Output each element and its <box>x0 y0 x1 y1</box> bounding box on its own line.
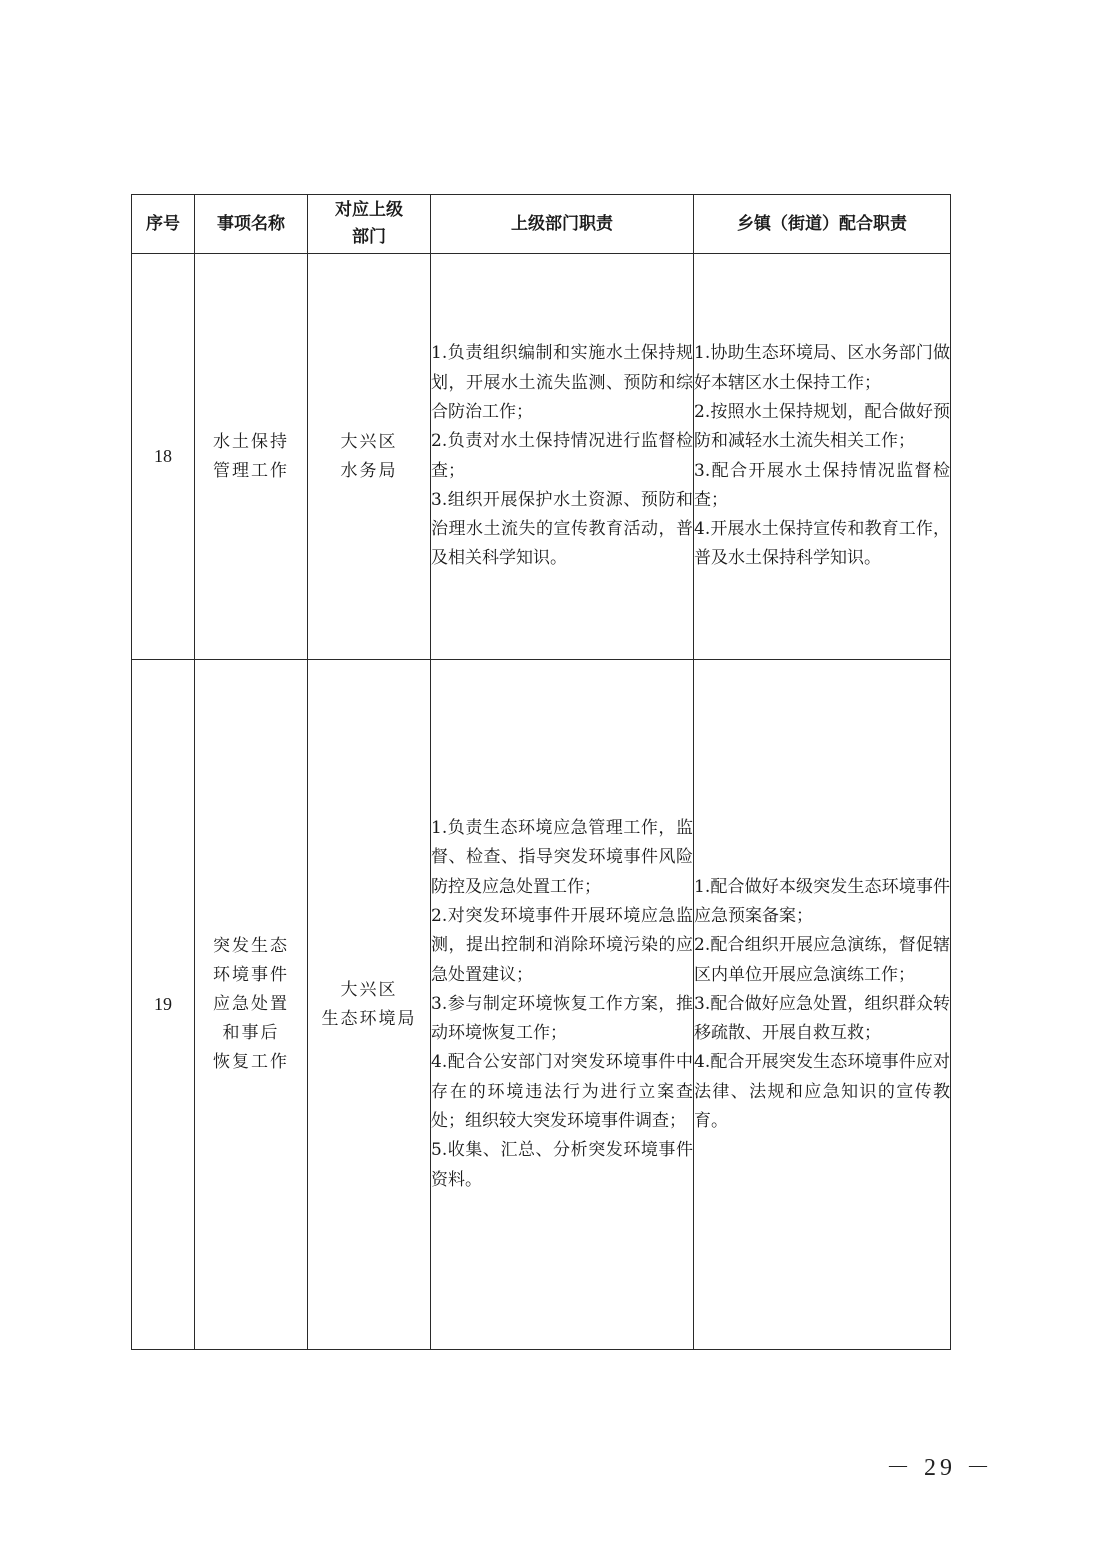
item-name-line: 水土保持 <box>213 431 289 452</box>
responsibility-table <box>131 194 951 1350</box>
duty-item: 2.对突发环境事件开展环境应急监测，提出控制和消除环境污染的应急处置建议； <box>431 905 693 985</box>
duty-item: 2.按照水土保持规划，配合做好预防和减轻水土流失相关工作； <box>694 401 950 452</box>
item-name-line: 和事后 <box>222 1023 280 1043</box>
row-item-name <box>195 254 308 660</box>
row-upper-duties <box>431 660 694 1350</box>
row-index: 19 <box>132 660 195 1350</box>
row-upper-duties <box>431 254 694 660</box>
dept-line: 大兴区 <box>340 431 398 452</box>
header-item-name: 事项名称 <box>195 195 308 254</box>
duty-item: 5.收集、汇总、分析突发环境事件资料。 <box>431 1140 693 1190</box>
row-town-duties <box>694 254 951 660</box>
row-item-name <box>195 660 308 1350</box>
header-upper-duties: 上级部门职责 <box>431 195 694 254</box>
table-row <box>132 254 951 660</box>
duty-item: 2.配合组织开展应急演练，督促辖区内单位开展应急演练工作； <box>694 935 950 985</box>
duty-item: 4.配合公安部门对突发环境事件中存在的环境违法行为进行立案查处；组织较大突发环境事件调查； <box>431 1052 693 1132</box>
table-row <box>132 660 951 1350</box>
duty-item: 3.参与制定环境恢复工作方案，推动环境恢复工作； <box>431 993 693 1044</box>
duty-item: 1.配合做好本级突发生态环境事件应急预案备案； <box>694 876 950 926</box>
row-upper-dept <box>308 254 431 660</box>
item-name-line: 突发生态 <box>213 936 289 956</box>
duty-item: 1.协助生态环境局、区水务部门做好本辖区水土保持工作； <box>694 343 950 393</box>
row-index: 18 <box>132 254 195 660</box>
row-upper-dept <box>308 660 431 1350</box>
duty-item: 1.负责生态环境应急管理工作，监督、检查、指导突发环境事件风险防控及应急处置工作； <box>431 818 693 897</box>
duty-item: 2.负责对水土保持情况进行监督检查； <box>431 431 693 481</box>
dept-line: 水务局 <box>340 460 398 481</box>
page-number: － 29 － <box>886 1455 994 1481</box>
duty-item: 3.配合做好应急处置，组织群众转移疏散、开展自救互救； <box>694 993 950 1044</box>
duty-item: 3.组织开展保护水土资源、预防和治理水土流失的宣传教育活动，普及相关科学知识。 <box>431 489 693 569</box>
duty-item: 3.配合开展水土保持情况监督检查； <box>694 460 950 510</box>
item-name-line: 管理工作 <box>213 460 289 481</box>
duty-item: 1.负责组织编制和实施水土保持规划，开展水土流失监测、预防和综合防治工作； <box>431 343 693 422</box>
duty-item: 4.开展水土保持宣传和教育工作，普及水土保持科学知识。 <box>694 519 950 569</box>
header-upper-dept <box>308 195 431 254</box>
header-index: 序号 <box>132 195 195 254</box>
table-header-row <box>132 195 951 254</box>
item-name-line: 恢复工作 <box>213 1052 289 1072</box>
item-name-line: 环境事件 <box>213 965 289 985</box>
header-town-duties: 乡镇（街道）配合职责 <box>694 195 951 254</box>
dept-line: 大兴区 <box>340 979 398 1000</box>
row-town-duties <box>694 660 951 1350</box>
item-name-line: 应急处置 <box>213 994 289 1014</box>
dept-line: 生态环境局 <box>321 1008 417 1029</box>
header-upper-dept-line: 部门 <box>352 227 386 247</box>
header-upper-dept-line: 对应上级 <box>335 200 403 220</box>
duty-item: 4.配合开展突发生态环境事件应对法律、法规和应急知识的宣传教育。 <box>694 1052 950 1132</box>
